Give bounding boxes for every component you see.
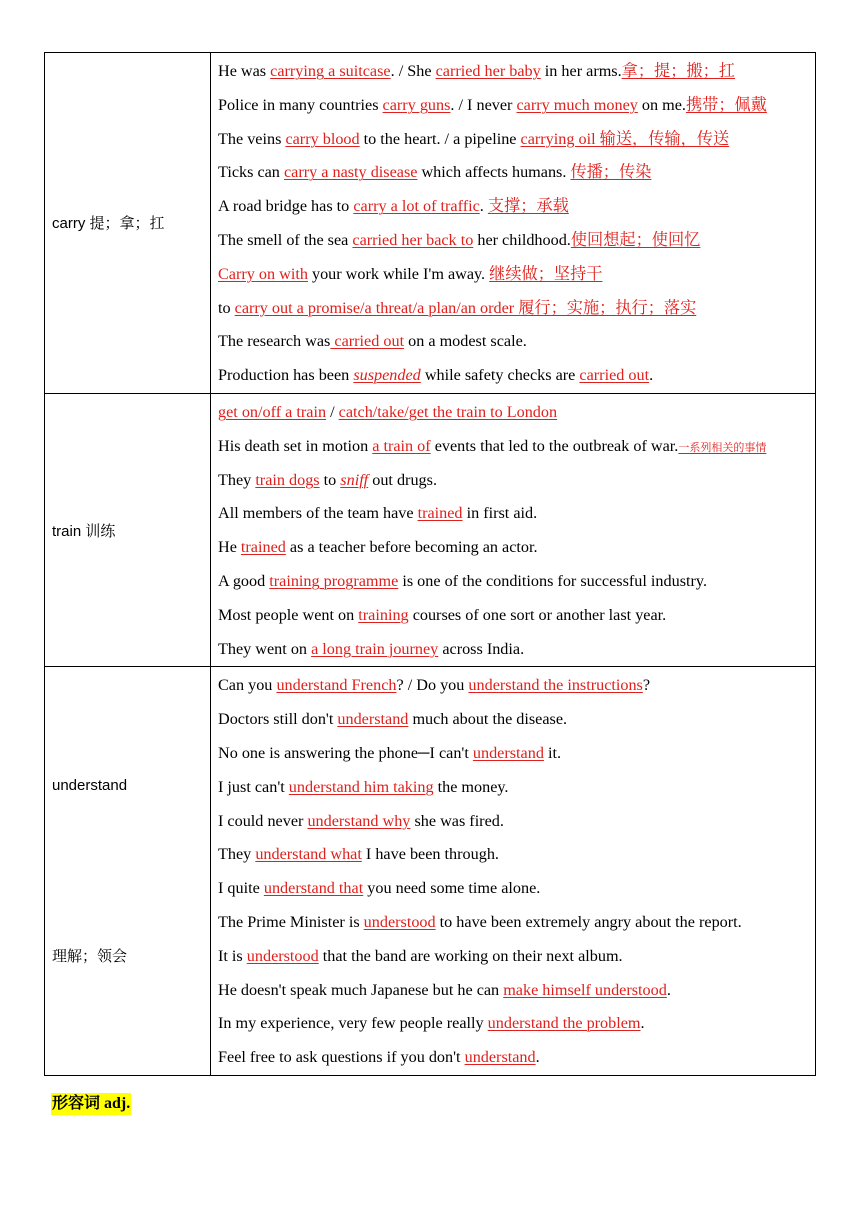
- sentence-text: she was fired.: [410, 811, 504, 830]
- example-sentence: [218, 156, 815, 190]
- example-sentence: [218, 703, 815, 737]
- example-sentence: [218, 89, 815, 123]
- sentence-text: across India.: [438, 639, 525, 658]
- word-cell-carry: [45, 53, 211, 394]
- word-cell-train: [45, 393, 211, 666]
- highlighted-phrase: 拿；提；搬；扛: [621, 62, 735, 80]
- example-sentence: [218, 633, 815, 667]
- example-sentence: [218, 497, 815, 531]
- highlighted-phrase: 使回想起；使回忆: [570, 230, 701, 249]
- highlighted-phrase: a long train journey: [311, 639, 439, 658]
- example-sentence: [218, 325, 815, 359]
- example-sentence: [218, 258, 815, 292]
- highlighted-phrase: carry out a promise/a threat/a plan/an order 履行；实施；执行；落实: [234, 298, 697, 317]
- sentence-text: /: [326, 402, 339, 421]
- highlighted-phrase: carrying oil 输送，传输，传送: [520, 129, 730, 148]
- headword-carry: carry 提；拿；扛: [52, 215, 165, 233]
- sentence-text: .: [666, 980, 671, 999]
- sentence-text: They: [218, 470, 256, 489]
- sentence-text: her childhood.: [473, 230, 571, 249]
- sentence-text: out drugs.: [368, 470, 437, 489]
- sentence-text: Can you: [218, 676, 277, 695]
- sentence-text: Most people went on: [218, 605, 359, 624]
- example-sentence: [218, 359, 815, 393]
- highlighted-phrase: understand: [337, 710, 409, 729]
- highlighted-phrase: training: [358, 605, 409, 624]
- highlighted-phrase: understand: [464, 1048, 536, 1067]
- sentence-text: In my experience, very few people really: [218, 1014, 488, 1033]
- sentence-text: A good: [218, 571, 270, 590]
- sentence-text: They went on: [218, 639, 312, 658]
- table-row-train: [45, 393, 816, 666]
- sentence-text: It is: [218, 946, 247, 965]
- sentence-text: His death set in motion: [218, 436, 373, 455]
- sentence-text: No one is answering the phone─I can't: [218, 743, 473, 762]
- example-sentence: [218, 669, 815, 703]
- sentence-text: while safety checks are: [420, 366, 580, 385]
- sentence-text: He: [218, 538, 241, 557]
- sentence-text: is one of the conditions for successful industry.: [398, 571, 707, 590]
- example-sentence: [218, 430, 815, 464]
- example-list-understand: [218, 669, 815, 1075]
- sentence-text: you need some time alone.: [363, 879, 541, 898]
- sentence-text: Feel free to ask questions if you don't: [218, 1048, 465, 1067]
- example-sentence: [218, 531, 815, 565]
- example-sentence: [218, 224, 815, 258]
- headword-understand: understand: [52, 776, 128, 794]
- highlighted-phrase: sniff: [340, 470, 369, 489]
- highlighted-phrase: catch/take/get the train to London: [338, 402, 558, 421]
- highlighted-phrase: train dogs: [255, 470, 320, 489]
- sentence-text: that the band are working on their next album.: [318, 946, 623, 965]
- highlighted-phrase: carry guns: [382, 95, 451, 114]
- sentence-text: The research was: [218, 332, 331, 351]
- example-sentence: [218, 599, 815, 633]
- highlighted-phrase: a train of: [372, 436, 431, 455]
- highlighted-phrase: trained: [240, 538, 286, 557]
- highlighted-phrase: carry much money: [516, 95, 638, 114]
- examples-cell-carry: [211, 53, 816, 394]
- highlighted-phrase: get on/off a train: [218, 402, 327, 421]
- example-sentence: [218, 55, 815, 89]
- highlighted-phrase: understand French: [276, 676, 397, 695]
- highlighted-phrase: understood: [363, 912, 436, 931]
- highlighted-phrase: carrying a suitcase: [270, 62, 391, 80]
- highlighted-phrase: understand the instructions: [468, 676, 643, 695]
- example-sentence: [218, 1041, 815, 1075]
- sentence-text: in first aid.: [462, 504, 538, 523]
- highlighted-phrase: 传播；传染: [570, 163, 652, 182]
- example-list-train: [218, 396, 815, 666]
- example-sentence: [218, 872, 815, 906]
- example-list-carry: [218, 55, 815, 393]
- sentence-text: A road bridge has to: [218, 197, 354, 216]
- word-cell-understand: [45, 667, 211, 1076]
- sentence-text: All members of the team have: [218, 504, 418, 523]
- examples-cell-train: [211, 393, 816, 666]
- highlighted-phrase: 继续做；坚持干: [489, 264, 603, 283]
- highlighted-phrase: understand what: [255, 845, 362, 864]
- sentence-text: Ticks can: [218, 163, 284, 182]
- highlighted-phrase: carried her baby: [435, 62, 541, 80]
- example-sentence: [218, 292, 815, 326]
- sentence-text: to: [319, 470, 341, 489]
- highlighted-phrase: make himself understood: [503, 980, 667, 999]
- sentence-text: .: [535, 1048, 540, 1067]
- example-sentence: [218, 805, 815, 839]
- highlighted-phrase: understood: [246, 946, 319, 965]
- sentence-text: to have been extremely angry about the report.: [435, 912, 742, 931]
- sentence-text: ?: [642, 676, 651, 695]
- sentence-text: to: [218, 298, 235, 317]
- sentence-text: in her arms.: [540, 62, 622, 80]
- example-sentence: [218, 974, 815, 1008]
- sentence-text: ? / Do you: [396, 676, 469, 695]
- sentence-text: I just can't: [218, 777, 289, 796]
- example-sentence: [218, 190, 815, 224]
- sentence-text: to the heart. / a pipeline: [359, 129, 521, 148]
- highlighted-phrase: understand: [472, 743, 544, 762]
- highlighted-phrase: Carry on with: [218, 264, 308, 283]
- example-sentence: [218, 1007, 815, 1041]
- sentence-text: Production has been: [218, 366, 354, 385]
- sentence-text: Doctors still don't: [218, 710, 338, 729]
- sentence-text: The smell of the sea: [218, 230, 353, 249]
- highlighted-phrase: carried out: [330, 332, 405, 351]
- highlighted-phrase: 携带；佩戴: [685, 95, 767, 114]
- highlighted-phrase: understand the problem: [487, 1014, 641, 1033]
- sentence-text: on me.: [637, 95, 686, 114]
- section-label-adjective: 形容词 adj.: [51, 1093, 131, 1115]
- example-sentence: [218, 940, 815, 974]
- sentence-text: events that led to the outbreak of war.: [430, 436, 679, 455]
- example-sentence: [218, 906, 815, 940]
- sentence-text: the money.: [433, 777, 509, 796]
- example-sentence: [218, 123, 815, 157]
- meaning-understand: 理解；领会: [52, 947, 128, 965]
- highlighted-phrase: understand that: [263, 879, 364, 898]
- sentence-text: it.: [543, 743, 562, 762]
- highlighted-phrase: carry a lot of traffic: [353, 197, 480, 216]
- sentence-text: .: [649, 366, 654, 385]
- sentence-text: The veins: [218, 129, 286, 148]
- example-sentence: [218, 737, 815, 771]
- sentence-text: I could never: [218, 811, 308, 830]
- sentence-text: much about the disease.: [408, 710, 568, 729]
- sentence-text: The Prime Minister is: [218, 912, 364, 931]
- highlighted-phrase: carry blood: [285, 129, 360, 148]
- sentence-text: . / She: [390, 62, 436, 80]
- sentence-text: which affects humans.: [417, 163, 571, 182]
- sentence-text: They: [218, 845, 256, 864]
- example-sentence: [218, 565, 815, 599]
- example-sentence: [218, 464, 815, 498]
- table-row-carry: [45, 53, 816, 394]
- highlighted-phrase: carried out: [579, 366, 650, 385]
- highlighted-phrase: carried her back to: [352, 230, 474, 249]
- sentence-text: He doesn't speak much Japanese but he can: [218, 980, 504, 999]
- sentence-text: .: [479, 197, 488, 216]
- highlighted-phrase: understand him taking: [288, 777, 434, 796]
- sentence-text: .: [640, 1014, 645, 1033]
- examples-cell-understand: [211, 667, 816, 1076]
- highlighted-phrase: 支撑；承载: [487, 197, 569, 216]
- headword-train: train 训练: [52, 522, 116, 540]
- sentence-text: on a modest scale.: [404, 332, 527, 351]
- highlighted-phrase: suspended: [353, 366, 421, 385]
- highlighted-phrase: 一系列相关的事情: [678, 441, 767, 454]
- table-row-understand: [45, 667, 816, 1076]
- highlighted-phrase: carry a nasty disease: [283, 163, 418, 182]
- sentence-text: . / I never: [450, 95, 517, 114]
- example-sentence: [218, 838, 815, 872]
- sentence-text: your work while I'm away.: [307, 264, 490, 283]
- example-sentence: [218, 396, 815, 430]
- example-sentence: [218, 771, 815, 805]
- highlighted-phrase: training programme: [269, 571, 399, 590]
- sentence-text: I quite: [218, 879, 264, 898]
- sentence-text: He was: [218, 62, 271, 80]
- sentence-text: courses of one sort or another last year.: [408, 605, 667, 624]
- sentence-text: as a teacher before becoming an actor.: [285, 538, 538, 557]
- sentence-text: Police in many countries: [218, 95, 383, 114]
- sentence-text: I have been through.: [361, 845, 499, 864]
- highlighted-phrase: trained: [417, 504, 463, 523]
- vocabulary-table: [44, 52, 816, 1076]
- highlighted-phrase: understand why: [307, 811, 411, 830]
